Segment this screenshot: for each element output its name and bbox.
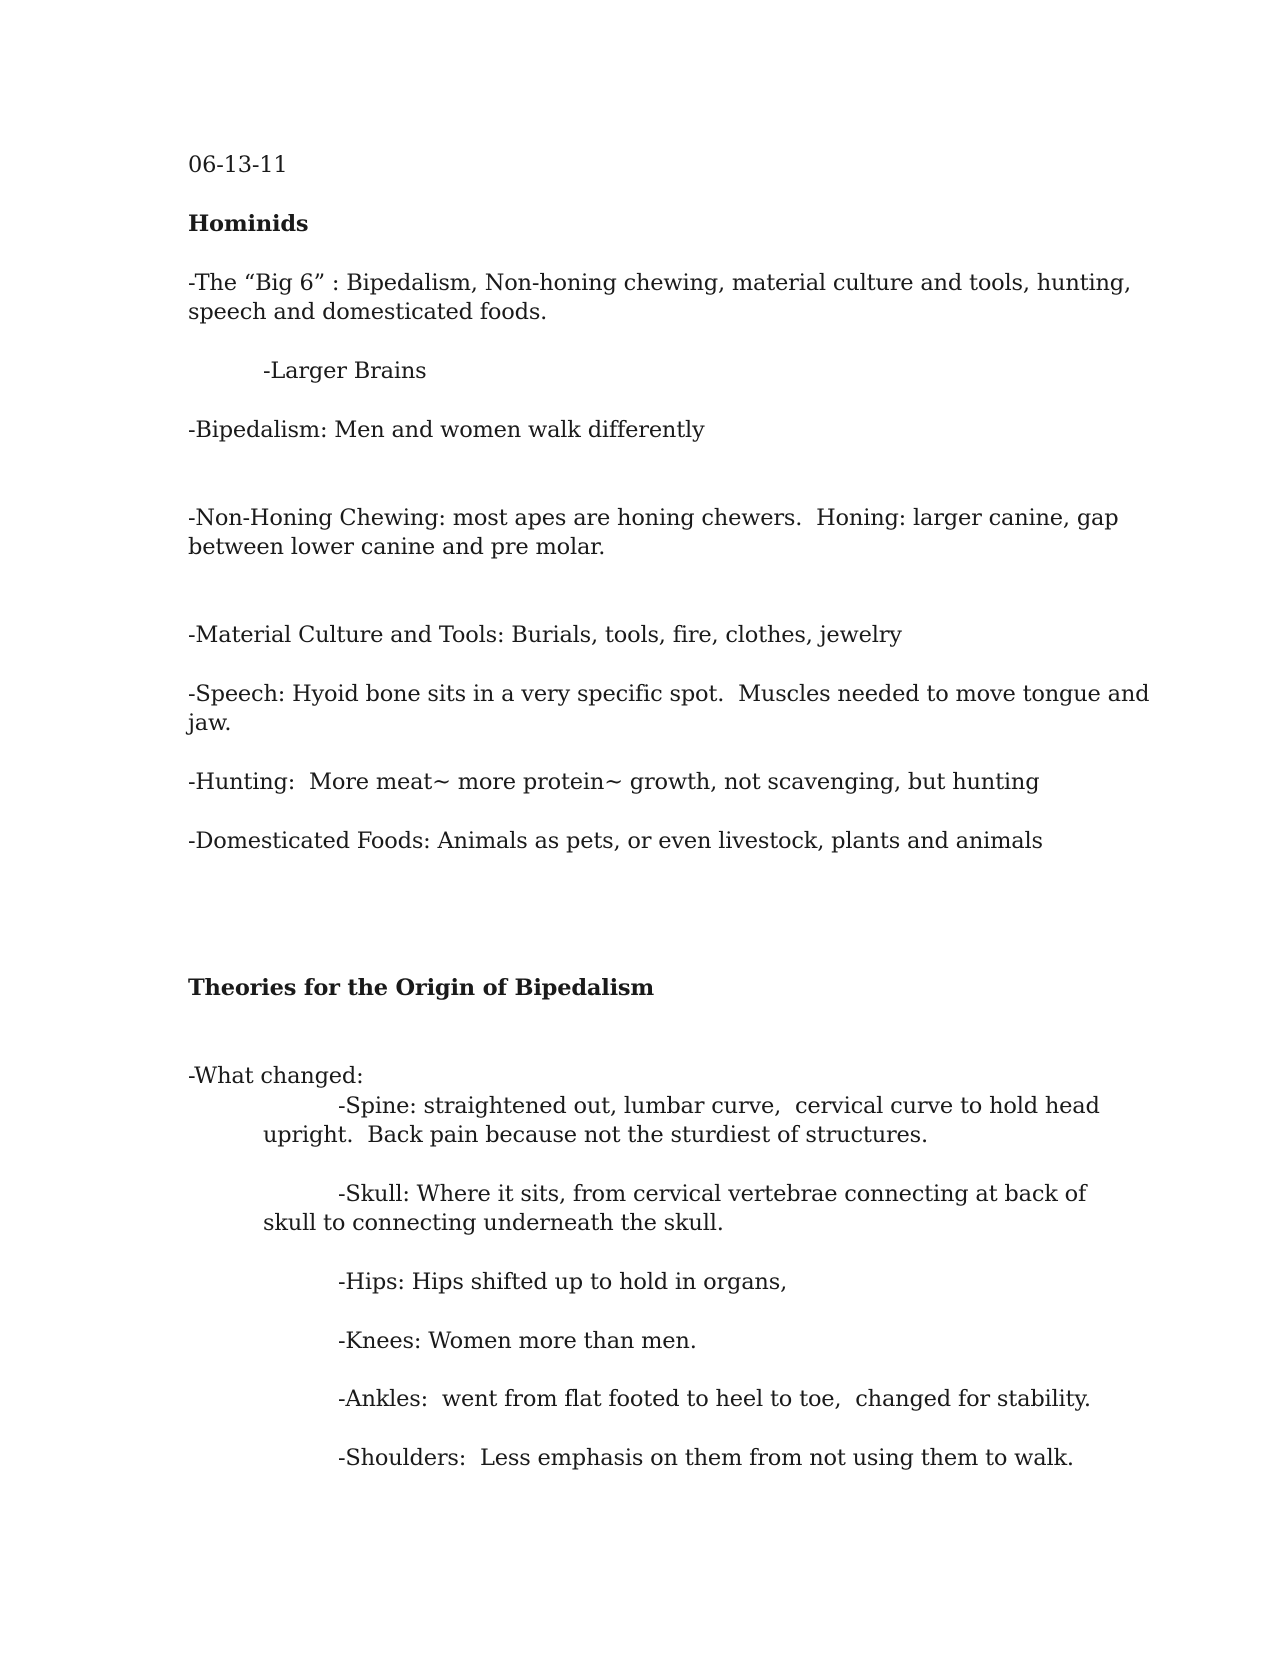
material-culture-line: -Material Culture and Tools: Burials, tools, fire, clothes, jewelry [188,622,902,648]
skull-line-2: skull to connecting underneath the skull. [263,1210,724,1236]
spine-line-2: upright. Back pain because not the sturdiest of structures. [263,1122,928,1148]
knees-line: -Knees: Women more than men. [338,1328,697,1354]
speech-line-2: jaw. [188,710,232,736]
ankles-line: -Ankles: went from flat footed to heel to toe, changed for stability. [338,1386,1091,1412]
domesticated-line: -Domesticated Foods: Animals as pets, or even livestock, plants and animals [188,828,1043,854]
larger-brains-line: -Larger Brains [263,358,427,384]
chewing-line-1: -Non-Honing Chewing: most apes are honing chewers. Honing: larger canine, gap [188,505,1119,531]
chewing-line-2: between lower canine and pre molar. [188,534,606,560]
shoulders-line: -Shoulders: Less emphasis on them from not using them to walk. [338,1445,1074,1471]
bipedalism-line: -Bipedalism: Men and women walk differently [188,417,705,443]
big6-line-1: -The “Big 6” : Bipedalism, Non-honing chewing, material culture and tools, hunting, [188,270,1131,296]
hips-line: -Hips: Hips shifted up to hold in organs, [338,1269,788,1295]
date-line: 06-13-11 [188,152,288,178]
what-changed-line: -What changed: [188,1063,364,1089]
hunting-line: -Hunting: More meat~ more protein~ growth, not scavenging, but hunting [188,769,1040,795]
speech-line-1: -Speech: Hyoid bone sits in a very specific spot. Muscles needed to move tongue and [188,681,1150,707]
big6-line-2: speech and domesticated foods. [188,299,548,325]
spine-line-1: -Spine: straightened out, lumbar curve, cervical curve to hold head [338,1093,1100,1119]
heading-bipedalism-theories: Theories for the Origin of Bipedalism [188,975,655,1001]
heading-hominids: Hominids [188,211,309,237]
skull-line-1: -Skull: Where it sits, from cervical vertebrae connecting at back of [338,1181,1087,1207]
